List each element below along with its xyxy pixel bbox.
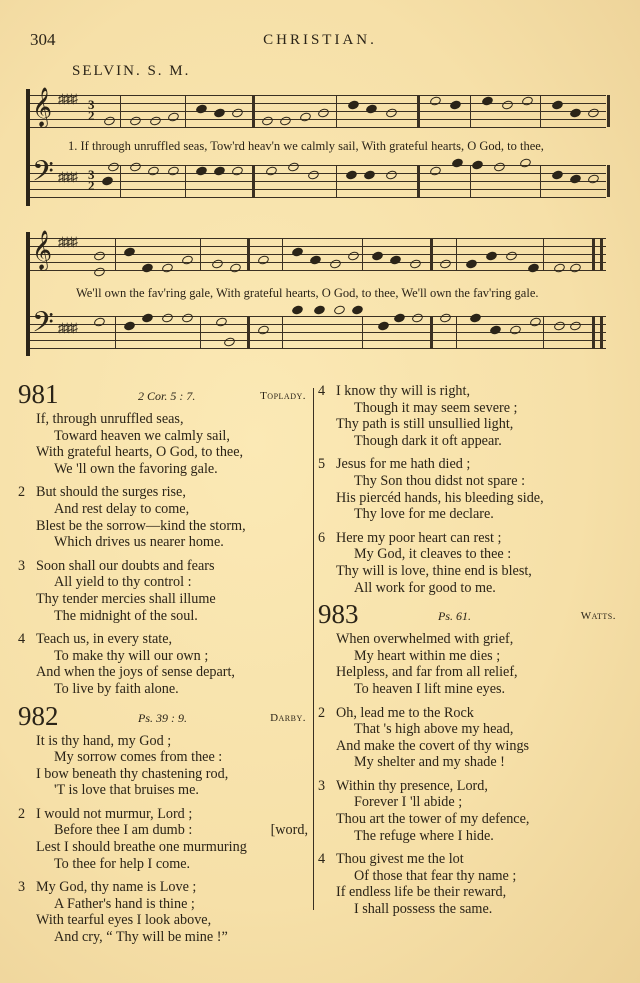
stanza-number: 3	[18, 557, 26, 574]
verse-line: His piercéd hands, his bleeding side,	[336, 489, 544, 506]
stanza-3	[18, 879, 308, 945]
verse-line: Jesus for me hath died ;	[336, 456, 471, 473]
stanza-number: 6	[318, 529, 326, 546]
verse-line: My God, it cleaves to thee :	[354, 546, 512, 563]
right-column	[318, 383, 618, 925]
verse-line: If, through unruffled seas,	[36, 411, 184, 427]
stanza-number: 3	[318, 777, 326, 794]
verse-line: I would not murmur, Lord ;	[36, 805, 193, 822]
verse-line: Helpless, and far from all relief,	[336, 664, 518, 681]
verse-line: That 's high above my head,	[354, 721, 514, 738]
verse-line: My sorrow comes from thee :	[54, 749, 223, 766]
verse-line: Before thee I am dumb :	[54, 822, 193, 839]
verse-line: Though it may seem severe ;	[354, 399, 518, 416]
verse-line: Thou art the tower of my defence,	[336, 811, 530, 828]
key-signature: ♯♯♯♯	[58, 169, 76, 184]
verse-line: And cry, “ Thy will be mine !”	[54, 929, 228, 946]
scripture-reference: Ps. 61.	[438, 609, 471, 624]
verse-line: With grateful hearts, O God, to thee,	[36, 444, 244, 461]
verse-line: I bow beneath thy chastening rod,	[36, 765, 229, 782]
verse-line: Of those that fear thy name ;	[354, 867, 517, 884]
stanza-number: 4	[318, 851, 326, 868]
hymn-981	[18, 379, 308, 698]
left-column	[18, 379, 308, 953]
key-signature: ♯♯♯♯	[58, 320, 76, 335]
verse-line: My shelter and my shade !	[354, 754, 505, 771]
verse-line: My God, thy name is Love ;	[36, 879, 197, 896]
verse-line: Here my poor heart can rest ;	[336, 529, 502, 546]
verse-line: To make thy will our own ;	[54, 647, 209, 664]
verse-line: Which drives us nearer home.	[54, 534, 224, 551]
verse-line: And rest delay to come,	[54, 500, 190, 517]
verse-line: My heart within me dies ;	[354, 647, 501, 664]
tune-title: SELVIN. S. M.	[72, 63, 191, 79]
verse-line: A Father's hand is thine ;	[54, 895, 195, 912]
verse-line: Thou givest me the lot	[336, 851, 464, 868]
running-head: CHRISTIAN.	[263, 32, 377, 48]
hymn-number: 982	[18, 700, 59, 731]
stanza-4	[318, 383, 618, 449]
verse-line: Thy love for me declare.	[354, 506, 494, 523]
verse-line: But should the surges rise,	[36, 484, 186, 501]
verse-line: When overwhelmed with grief,	[336, 631, 514, 648]
verse-line: We 'll own the favoring gale.	[54, 460, 218, 477]
verse-line: Forever I 'll abide ;	[354, 794, 463, 811]
treble-staff	[30, 89, 606, 127]
stanza-number: 2	[318, 704, 326, 721]
verse-line: Soon shall our doubts and fears	[36, 557, 215, 574]
verse-line: If endless life be their reward,	[336, 884, 507, 901]
lyric-line-2: We'll own the fav'ring gale, With grateful hearts, O God, to thee, We'll own the fav'ring gale.	[76, 286, 539, 300]
time-signature: 3 2	[88, 97, 95, 123]
verse-line: The midnight of the soul.	[54, 607, 198, 624]
verse-line: To live by faith alone.	[54, 680, 179, 697]
stanza-4	[318, 851, 618, 917]
stanza-number: 4	[18, 631, 26, 648]
scripture-reference: 2 Cor. 5 : 7.	[138, 389, 196, 403]
stanza-number: 5	[318, 456, 326, 473]
treble-clef-icon: 𝄞	[32, 89, 53, 126]
hymn-author: Toplady.	[260, 390, 306, 402]
hymn-author: Watts.	[580, 610, 616, 623]
verse-line: I shall possess the same.	[354, 901, 493, 918]
bass-staff	[30, 157, 606, 197]
bass-clef-icon: 𝄢	[32, 157, 54, 194]
stanza-4	[18, 631, 308, 697]
bass-clef-icon: 𝄢	[32, 308, 54, 345]
verse-line: I know thy will is right,	[336, 383, 470, 399]
key-signature: ♯♯♯♯	[58, 91, 76, 106]
stanza-1	[318, 631, 618, 697]
verse-line: It is thy hand, my God ;	[36, 732, 172, 749]
verse-line: Though dark it oft appear.	[354, 432, 502, 449]
verse-line: All yield to thy control :	[54, 574, 192, 591]
bass-staff	[30, 308, 606, 348]
verse-line: Thy Son thou didst not spare :	[354, 472, 526, 489]
lyric-line-1: 1. If through unruffled seas, Tow'rd heav'n we calmly sail, With grateful hearts, O God, to thee,	[68, 139, 544, 153]
hymn-author: Darby.	[270, 711, 306, 724]
stanza-2	[18, 484, 308, 550]
stanza-1	[18, 411, 308, 477]
verse-line: To thee for help I come.	[54, 855, 191, 872]
verse-line: Thy will is love, thine end is blest,	[336, 562, 532, 579]
hymn-number: 983	[318, 599, 359, 630]
stanza-number: 2	[18, 805, 26, 822]
verse-line: All work for good to me.	[354, 579, 496, 596]
key-signature: ♯♯♯♯	[58, 234, 76, 249]
page-number: 304	[30, 30, 56, 49]
scripture-reference: Ps. 39 : 9.	[138, 710, 187, 725]
verse-line: Teach us, in every state,	[36, 631, 173, 648]
stanza-6	[318, 530, 618, 596]
stanza-3	[318, 778, 618, 844]
column-divider	[313, 388, 314, 910]
verse-line: And when the joys of sense depart,	[36, 664, 235, 681]
verse-line: With tearful eyes I look above,	[36, 912, 212, 929]
verse-line: Toward heaven we calmly sail,	[54, 427, 230, 444]
hymn-982	[18, 700, 308, 946]
treble-clef-icon: 𝄞	[32, 232, 53, 269]
verse-line: Blest be the sorrow—kind the storm,	[36, 517, 246, 534]
stanza-5	[318, 456, 618, 522]
verse-line: To heaven I lift mine eyes.	[354, 680, 506, 697]
verse-line: And make the covert of thy wings	[336, 737, 530, 754]
verse-line: Lest I should breathe one murmuring	[36, 839, 247, 856]
time-signature: 3 2	[88, 167, 95, 193]
verse-line: Thy path is still unsullied light,	[336, 416, 514, 433]
stanza-number: 3	[18, 879, 26, 896]
stanza-number: 2	[18, 484, 26, 501]
verse-line: The refuge where I hide.	[354, 827, 494, 844]
verse-line: Thy tender mercies shall illume	[36, 590, 216, 607]
verse-line: 'T is love that bruises me.	[54, 782, 199, 799]
stanza-2	[318, 705, 618, 771]
verse-line: Within thy presence, Lord,	[336, 777, 488, 794]
stanza-2	[18, 806, 308, 872]
stanza-3	[18, 558, 308, 624]
music-system-1	[26, 89, 606, 206]
hymn-number: 981	[18, 379, 59, 409]
music-system-2	[26, 232, 606, 356]
stanza-1	[18, 733, 308, 799]
hymn-983	[318, 599, 618, 918]
stanza-number: 4	[318, 383, 326, 399]
overflow-word: [word,	[270, 822, 308, 839]
verse-line: Oh, lead me to the Rock	[336, 704, 474, 721]
treble-staff	[30, 232, 606, 270]
